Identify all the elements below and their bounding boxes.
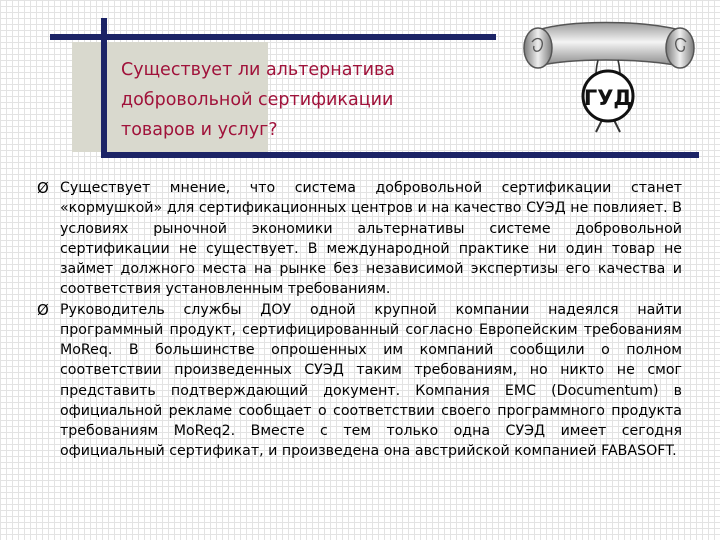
paragraph-text: Руководитель службы ДОУ одной крупной компании надеялся найти программный продукт, сертифицированный согласно Европейским требованиям MoReq. В большинстве опрошенных им компаний сообщили о полном соответствии произведенных СУЭД таким требованиям, но никто не смог представить подтверждающий документ. Компания ЕМС (Documentum) в официальной рекламе сообщает о соответствии своего программного продукта требованиям MoReq2. Вместе с тем только одна СУЭД имеет сегодня официальный сертификат, и произведена она австрийской компанией FABASOFT. — [60, 301, 682, 460]
bullet-list — [37, 178, 682, 462]
scroll-seal-logo-icon — [510, 2, 710, 142]
list-item — [37, 178, 682, 300]
paragraph-text: Существует мнение, что система добровольной сертификации станет «кормушкой» для сертификационных центров и на качество СУЭД не повлияет. В условиях рыночной экономики альтернативы системе добровольной сертификации не существует. В международной практике ни один товар не займет должного места на рынке без независимой экспертизы его качества и соответствия установленным требованиям. — [60, 180, 682, 298]
left-accent-rule — [101, 18, 107, 153]
arrow-bullet-icon: Ø — [37, 300, 49, 319]
logo-seal-text: ГУД — [583, 86, 633, 110]
top-accent-rule — [50, 34, 496, 40]
slide-title: Существует ли альтернатива добровольной сертификации товаров и услуг? — [121, 60, 396, 140]
arrow-bullet-icon: Ø — [37, 179, 49, 197]
list-item — [37, 300, 682, 462]
bottom-accent-rule — [101, 152, 699, 158]
